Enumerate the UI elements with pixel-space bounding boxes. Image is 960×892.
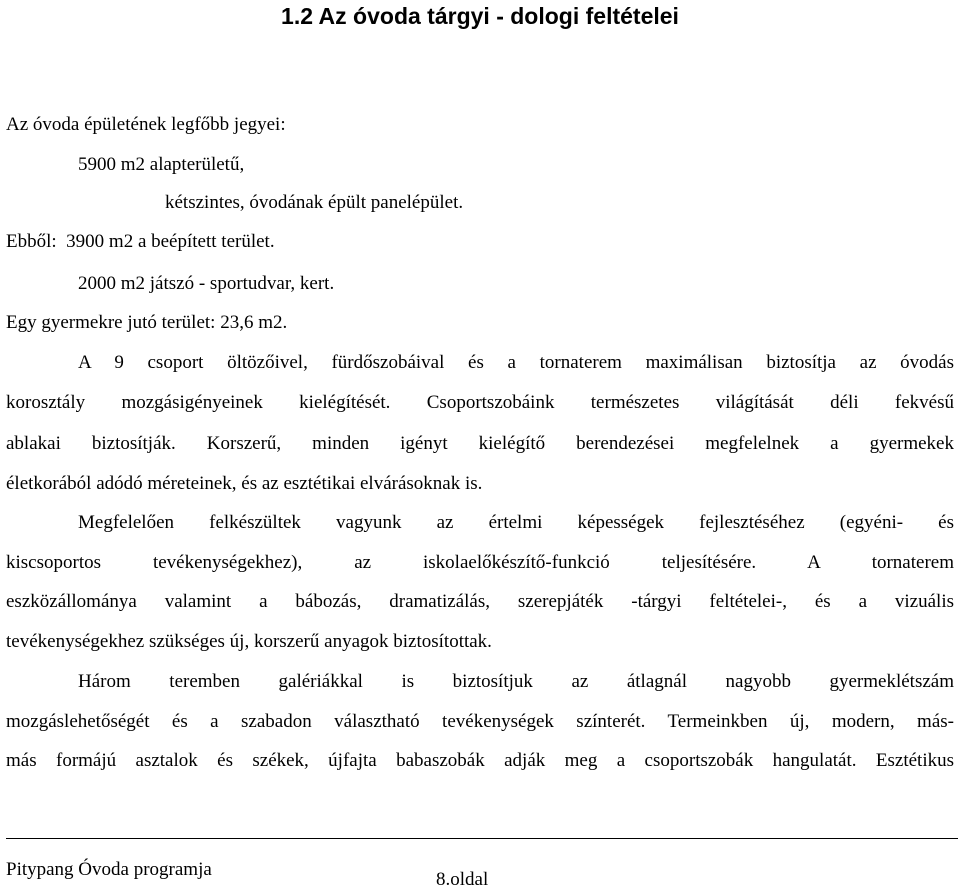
- intro-lead: Az óvoda épületének legfőbb jegyei:: [6, 114, 286, 135]
- section-heading: 1.2 Az óvoda tárgyi - dologi feltételei: [281, 3, 679, 29]
- paragraph3-line: mozgáslehetőségét és a szabadon választható tevékenységek színterét. Termeinkben új, modern, más-: [6, 711, 954, 732]
- intro-built-area: Ebből: 3900 m2 a beépített terület.: [6, 231, 275, 252]
- footer-divider: [6, 838, 958, 839]
- paragraph1-line: A 9 csoport öltözőivel, fürdőszobáival és a tornaterem maximálisan biztosítja az óvodás: [78, 352, 954, 373]
- paragraph3-line: Három teremben galériákkal is biztosítjuk az átlagnál nagyobb gyermeklétszám: [78, 671, 954, 692]
- footer-program-name: Pitypang Óvoda programja: [6, 859, 212, 880]
- paragraph3-line: más formájú asztalok és székek, újfajta babaszobák adják meg a csoportszobák hangulatát. Esztétikus: [6, 750, 954, 771]
- paragraph1-line: korosztály mozgásigényeinek kielégítését. Csoportszobáink természetes világítását déli fekvésű: [6, 392, 954, 413]
- paragraph2-line: eszközállománya valamint a bábozás, dramatizálás, szerepjáték -tárgyi feltételei-, és a vizuális: [6, 591, 954, 612]
- intro-area: 5900 m2 alapterületű,: [78, 154, 245, 175]
- intro-per-child: Egy gyermekre jutó terület: 23,6 m2.: [6, 312, 288, 333]
- intro-yard: 2000 m2 játszó - sportudvar, kert.: [78, 273, 335, 294]
- footer-page-number: 8.oldal: [436, 869, 489, 890]
- paragraph1-line: ablakai biztosítják. Korszerű, minden igényt kielégítő berendezései megfelelnek a gyermekek: [6, 433, 954, 454]
- paragraph2-line: tevékenységekhez szükséges új, korszerű anyagok biztosítottak.: [6, 631, 492, 652]
- paragraph1-line: életkorából adódó méreteinek, és az esztétikai elvárásoknak is.: [6, 473, 483, 494]
- paragraph2-line: Megfelelően felkészültek vagyunk az értelmi képességek fejlesztéséhez (egyéni- és: [78, 512, 954, 533]
- intro-building: kétszintes, óvodának épült panelépület.: [165, 192, 464, 213]
- paragraph2-line: kiscsoportos tevékenységekhez), az iskolaelőkészítő-funkció teljesítésére. A tornaterem: [6, 552, 954, 573]
